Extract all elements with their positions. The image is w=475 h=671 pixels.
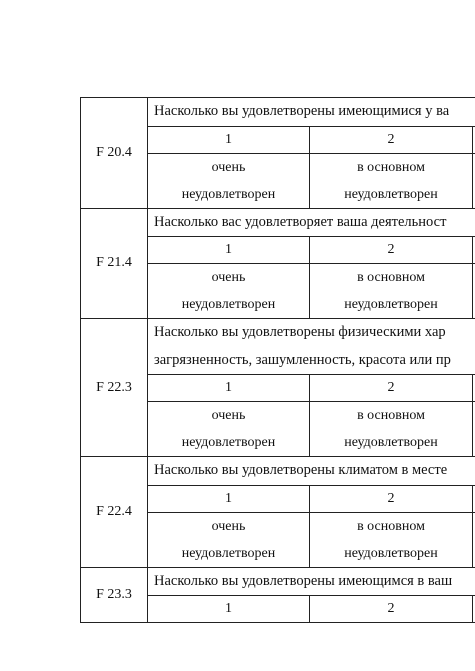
scale-label-2 [310, 264, 473, 319]
label-line: неудовлетворен [344, 186, 438, 202]
label-line: в основном [357, 159, 425, 175]
label-line: неудовлетворен [181, 186, 276, 202]
question-line: Насколько вы удовлетворены имеющимися у ва [154, 103, 450, 119]
scale-value-1[interactable]: 1 [148, 375, 310, 402]
scale-label-2 [310, 512, 473, 567]
label-line: неудовлетворен [181, 297, 276, 312]
label-line: неудовлетворен [344, 435, 438, 450]
question-line: Насколько вы удовлетворены физическими хар [154, 324, 446, 340]
label-line: очень [211, 408, 246, 423]
item-code: F 22.3 [81, 319, 148, 457]
questionnaire-table [80, 97, 475, 623]
question-line: загрязненность, зашумленность, красота или пр [154, 351, 451, 368]
item-code: F 22.4 [81, 457, 148, 568]
label-line: неудовлетворен [181, 435, 276, 450]
item-code: F 23.3 [81, 567, 148, 623]
item-code: F 20.4 [81, 98, 148, 209]
item-code: F 21.4 [81, 208, 148, 319]
label-line: очень [211, 518, 246, 534]
question-line: Насколько вы удовлетворены имеющимся в ваш [154, 572, 453, 589]
question-line: Насколько вы удовлетворены климатом в месте [154, 462, 448, 478]
scale-label-2 [310, 402, 473, 457]
scale-label-2 [310, 153, 473, 208]
scale-label-1 [148, 402, 310, 457]
question-row [81, 208, 475, 237]
scale-value-1[interactable]: 1 [148, 126, 310, 153]
label-line: в основном [357, 518, 425, 534]
label-line: неудовлетворен [181, 545, 276, 561]
question-text [148, 457, 475, 486]
question-row [81, 457, 475, 486]
label-line: в основном [357, 408, 425, 423]
scale-label-1 [148, 512, 310, 567]
label-line: неудовлетворен [344, 297, 438, 312]
scale-value-2[interactable]: 2 [310, 237, 473, 264]
question-text [148, 98, 475, 127]
question-row [81, 567, 475, 596]
label-line: очень [211, 270, 246, 285]
question-text [148, 567, 475, 596]
label-line: неудовлетворен [344, 545, 438, 561]
question-text [148, 208, 475, 237]
label-line: очень [211, 159, 246, 175]
scale-value-2[interactable]: 2 [310, 485, 473, 512]
scale-value-1[interactable]: 1 [148, 596, 310, 623]
scale-value-1[interactable]: 1 [148, 237, 310, 264]
question-row [81, 98, 475, 127]
scale-value-2[interactable]: 2 [310, 375, 473, 402]
scale-value-1[interactable]: 1 [148, 485, 310, 512]
scale-label-1 [148, 153, 310, 208]
label-line: в основном [357, 270, 425, 285]
question-line: Насколько вас удовлетворяет ваша деятельност [154, 213, 447, 230]
scale-label-1 [148, 264, 310, 319]
question-row [81, 319, 475, 375]
question-text [148, 319, 475, 375]
scale-value-2[interactable]: 2 [310, 126, 473, 153]
scale-value-2[interactable]: 2 [310, 596, 473, 623]
